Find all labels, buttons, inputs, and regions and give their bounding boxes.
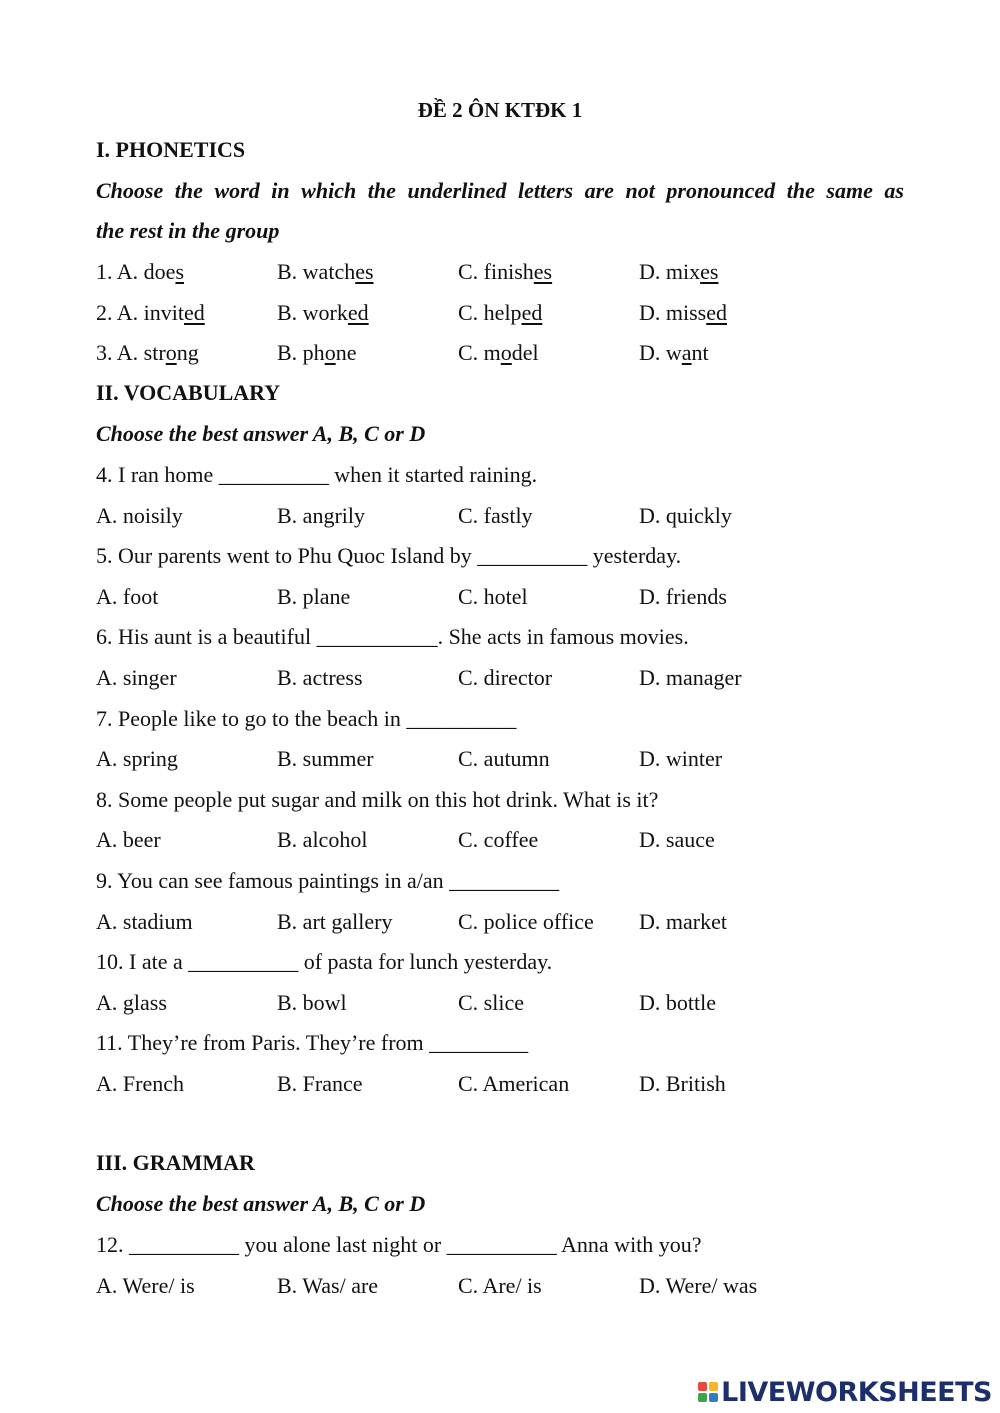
answer-option: A. stadium [96, 909, 193, 934]
liveworksheets-logo-text: LIVEWORKSHEETS [721, 1376, 992, 1408]
instruction-grammar: Choose the best answer A, B, C or D [96, 1191, 426, 1216]
answer-option [277, 258, 374, 286]
underlined-letters: es [533, 259, 553, 284]
section-heading-vocabulary: II. VOCABULARY [96, 380, 281, 405]
answer-option: D. sauce [639, 827, 715, 852]
answer-option: B. France [277, 1071, 363, 1096]
answer-option: B. Was/ are [277, 1273, 379, 1298]
underlined-letters: a [681, 340, 692, 365]
underlined-letters: ed [347, 300, 369, 325]
answer-option: D. Were/ was [639, 1273, 758, 1298]
answer-option: B. alcohol [277, 827, 368, 852]
underlined-letters: o [500, 340, 512, 365]
answer-option: D. British [639, 1071, 726, 1096]
answer-option: C. slice [458, 990, 524, 1015]
answer-option: A. foot [96, 584, 159, 609]
answer-option [458, 339, 539, 367]
instruction-phonetics-line1: Choose the word in which the underlined letters are not pronounced the same as [96, 178, 904, 203]
answer-option [96, 258, 184, 286]
answer-options-row [0, 745, 1000, 773]
answer-option: A. Were/ is [96, 1273, 195, 1298]
question-text: 5. Our parents went to Phu Quoc Island by __________ yesterday. [96, 543, 682, 568]
answer-option: B. actress [277, 665, 363, 690]
underlined-letters: ed [706, 300, 728, 325]
question-text: 9. You can see famous paintings in a/an __________ [96, 868, 560, 893]
option-text: ng [176, 340, 199, 365]
option-text: B. watch [277, 259, 356, 284]
option-text: D. w [639, 340, 682, 365]
answer-options-row [0, 583, 1000, 611]
answer-option: A. beer [96, 827, 161, 852]
answer-option: C. hotel [458, 584, 528, 609]
answer-option [639, 339, 709, 367]
answer-options-row [0, 826, 1000, 854]
answer-option: D. market [639, 909, 727, 934]
answer-options-row [0, 1272, 1000, 1300]
answer-option: C. American [458, 1071, 570, 1096]
answer-option: A. spring [96, 746, 178, 771]
section-heading-phonetics: I. PHONETICS [96, 137, 246, 162]
option-text: D. miss [639, 300, 707, 325]
underlined-letters: o [165, 340, 177, 365]
answer-option [639, 258, 718, 286]
worksheet-title: ĐỀ 2 ÔN KTĐK 1 [417, 98, 583, 122]
option-text: B. work [277, 300, 348, 325]
phonetics-question-row [0, 299, 1000, 327]
liveworksheets-logo [698, 1377, 992, 1407]
answer-options-row [0, 908, 1000, 936]
question-text: 10. I ate a __________ of pasta for lunch yesterday. [96, 949, 553, 974]
question-text: 7. People like to go to the beach in __________ [96, 706, 517, 731]
answer-option [458, 258, 552, 286]
question-text: 4. I ran home __________ when it started raining. [96, 462, 538, 487]
question-text: 6. His aunt is a beautiful ___________. She acts in famous movies. [96, 624, 689, 649]
answer-option: C. police office [458, 909, 594, 934]
question-text: 12. __________ you alone last night or __________ Anna with you? [96, 1232, 702, 1257]
answer-option: C. Are/ is [458, 1273, 542, 1298]
answer-option: D. friends [639, 584, 727, 609]
option-text: C. m [458, 340, 501, 365]
underlined-letters: s [175, 259, 185, 284]
answer-option: A. glass [96, 990, 167, 1015]
answer-option [96, 299, 205, 327]
answer-option: D. bottle [639, 990, 716, 1015]
question-text: 11. They’re from Paris. They’re from _________ [96, 1030, 529, 1055]
answer-option: A. French [96, 1071, 184, 1096]
phonetics-question-row [0, 339, 1000, 367]
answer-option: D. manager [639, 665, 742, 690]
option-text: 1. A. doe [96, 259, 176, 284]
answer-option: D. quickly [639, 503, 732, 528]
answer-options-row [0, 989, 1000, 1017]
answer-option: B. art gallery [277, 909, 393, 934]
answer-option: D. winter [639, 746, 723, 771]
answer-option: C. autumn [458, 746, 550, 771]
answer-option: A. noisily [96, 503, 183, 528]
answer-option: C. fastly [458, 503, 533, 528]
underlined-letters: ed [184, 300, 205, 325]
option-text: ne [335, 340, 357, 365]
answer-option: B. bowl [277, 990, 347, 1015]
option-text: C. finish [458, 259, 534, 284]
option-text: D. mix [639, 259, 701, 284]
answer-option [96, 339, 199, 367]
instruction-vocabulary: Choose the best answer A, B, C or D [96, 421, 426, 446]
section-heading-grammar: III. GRAMMAR [96, 1150, 255, 1175]
answer-option: B. angrily [277, 503, 365, 528]
underlined-letters: ed [521, 300, 543, 325]
question-text: 8. Some people put sugar and milk on this hot drink. What is it? [96, 787, 659, 812]
option-text: B. ph [277, 340, 325, 365]
option-text: C. help [458, 300, 522, 325]
answer-option [639, 299, 727, 327]
underlined-letters: es [355, 259, 374, 284]
answer-options-row [0, 502, 1000, 530]
answer-option [458, 299, 542, 327]
answer-option: B. plane [277, 584, 351, 609]
answer-option [277, 339, 356, 367]
answer-option: C. director [458, 665, 553, 690]
liveworksheets-logo-icon [698, 1382, 718, 1402]
underlined-letters: o [324, 340, 336, 365]
option-text: del [511, 340, 539, 365]
instruction-phonetics-line2: the rest in the group [96, 218, 280, 243]
phonetics-question-row [0, 258, 1000, 286]
answer-option: A. singer [96, 665, 177, 690]
answer-option [277, 299, 369, 327]
answer-option: B. summer [277, 746, 374, 771]
answer-option: C. coffee [458, 827, 539, 852]
option-text: 3. A. str [96, 340, 166, 365]
answer-options-row [0, 664, 1000, 692]
option-text: nt [691, 340, 709, 365]
option-text: 2. A. invit [96, 300, 185, 325]
underlined-letters: es [700, 259, 719, 284]
answer-options-row [0, 1070, 1000, 1098]
